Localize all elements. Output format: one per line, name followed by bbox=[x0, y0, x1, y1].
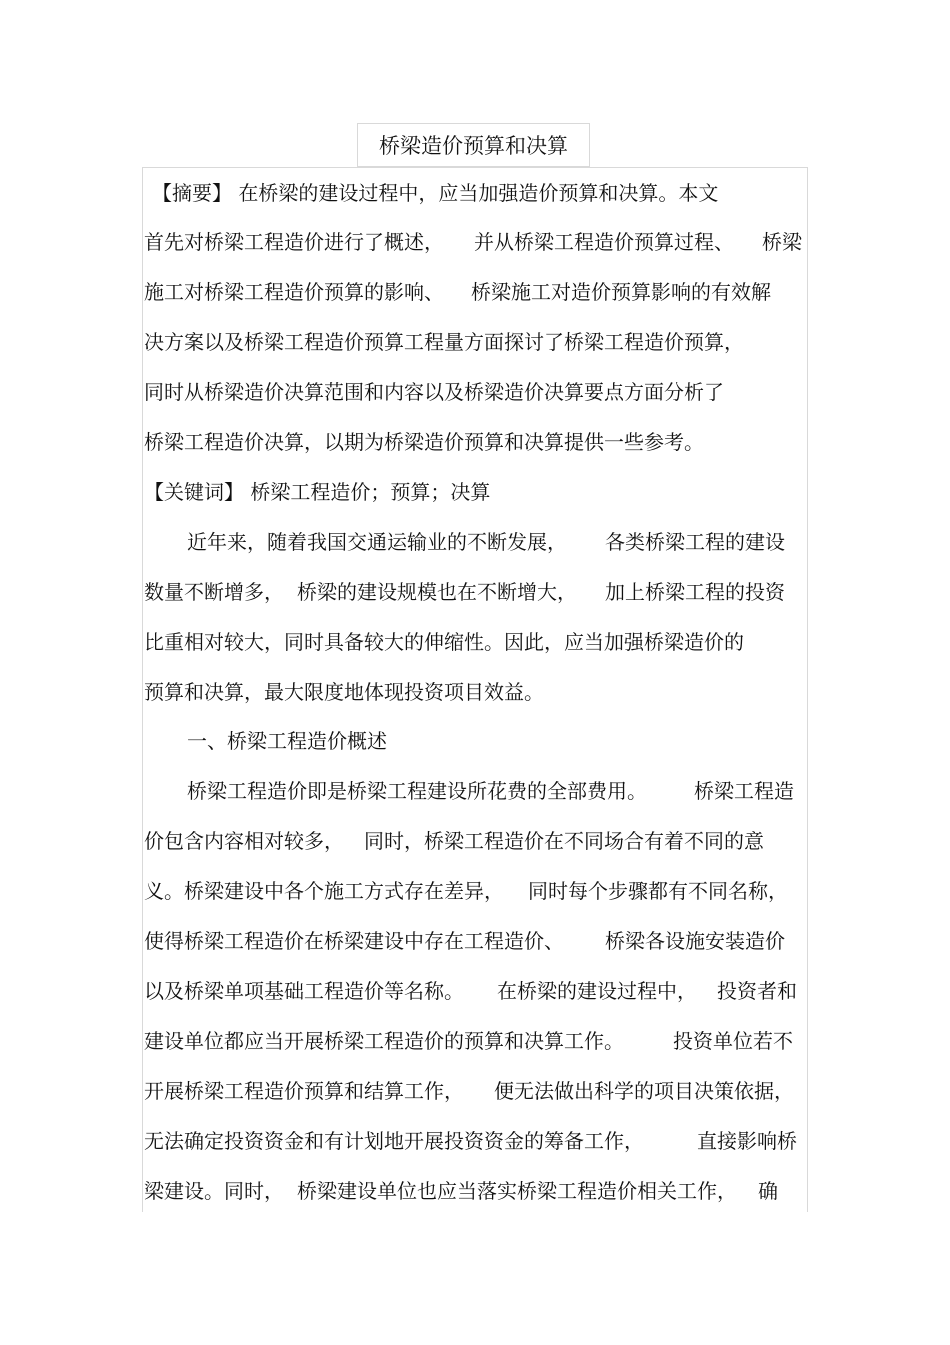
text-segment: 各类桥梁工程的建设 bbox=[605, 530, 785, 554]
text-segment: 桥梁建设单位也应当落实桥梁工程造价相关工作， bbox=[297, 1179, 737, 1203]
text-segment: 首先对桥梁工程造价进行了概述， bbox=[144, 230, 444, 254]
text-segment: 桥梁工程造价决算，以期为桥梁造价预算和决算提供一些参考。 bbox=[144, 430, 704, 454]
text-segment: 直接影响桥 bbox=[697, 1129, 797, 1153]
text-segment: 施工对桥梁工程造价预算的影响、 bbox=[144, 280, 444, 304]
text-segment: 使得桥梁工程造价在桥梁建设中存在工程造价、 bbox=[144, 929, 564, 953]
text-segment: 并从桥梁工程造价预算过程、 bbox=[474, 230, 734, 254]
text-segment: 桥梁工程造价即是桥梁工程建设所花费的全部费用。 bbox=[187, 779, 647, 803]
text-segment: 开展桥梁工程造价预算和结算工作， bbox=[144, 1079, 464, 1103]
text-segment: 以及桥梁单项基础工程造价等名称。 bbox=[144, 979, 464, 1003]
text-segment: 无法确定投资资金和有计划地开展投资资金的筹备工作， bbox=[144, 1129, 644, 1153]
text-segment: 比重相对较大，同时具备较大的伸缩性。因此，应当加强桥梁造价的 bbox=[144, 630, 744, 654]
text-segment: 建设单位都应当开展桥梁工程造价的预算和决算工作。 bbox=[144, 1029, 624, 1053]
text-segment: 确 bbox=[758, 1179, 778, 1203]
text-segment: 投资单位若不 bbox=[673, 1029, 793, 1053]
text-segment: 桥梁工程造 bbox=[694, 779, 794, 803]
text-segment: 同时每个步骤都有不同名称， bbox=[528, 879, 788, 903]
text-segment: 同时从桥梁造价决算范围和内容以及桥梁造价决算要点方面分析了 bbox=[144, 380, 724, 404]
text-segment: 桥梁施工对造价预算影响的有效解 bbox=[471, 280, 771, 304]
text-segment: 梁建设。同时， bbox=[144, 1179, 284, 1203]
text-segment: 【摘要】 在桥梁的建设过程中，应当加强造价预算和决算。本文 bbox=[152, 181, 719, 205]
text-segment: 价包含内容相对较多， bbox=[144, 829, 344, 853]
text-segment: 【关键词】 桥梁工程造价；预算；决算 bbox=[144, 480, 491, 504]
text-segment: 便无法做出科学的项目决策依据， bbox=[494, 1079, 794, 1103]
text-segment: 义。桥梁建设中各个施工方式存在差异， bbox=[144, 879, 504, 903]
text-segment: 一、桥梁工程造价概述 bbox=[187, 729, 387, 753]
text-segment: 数量不断增多， bbox=[144, 580, 284, 604]
text-segment: 加上桥梁工程的投资 bbox=[605, 580, 785, 604]
text-segment: 近年来，随着我国交通运输业的不断发展， bbox=[187, 530, 567, 554]
text-segment: 在桥梁的建设过程中， bbox=[497, 979, 697, 1003]
text-segment: 预算和决算，最大限度地体现投资项目效益。 bbox=[144, 680, 544, 704]
text-segment: 桥梁的建设规模也在不断增大， bbox=[297, 580, 577, 604]
text-segment: 决方案以及桥梁工程造价预算工程量方面探讨了桥梁工程造价预算， bbox=[144, 330, 744, 354]
document-title: 桥梁造价预算和决算 bbox=[357, 123, 590, 167]
text-segment: 投资者和 bbox=[717, 979, 797, 1003]
text-segment: 桥梁 bbox=[762, 230, 802, 254]
text-segment: 同时，桥梁工程造价在不同场合有着不同的意 bbox=[364, 829, 764, 853]
text-segment: 桥梁各设施安装造价 bbox=[605, 929, 785, 953]
